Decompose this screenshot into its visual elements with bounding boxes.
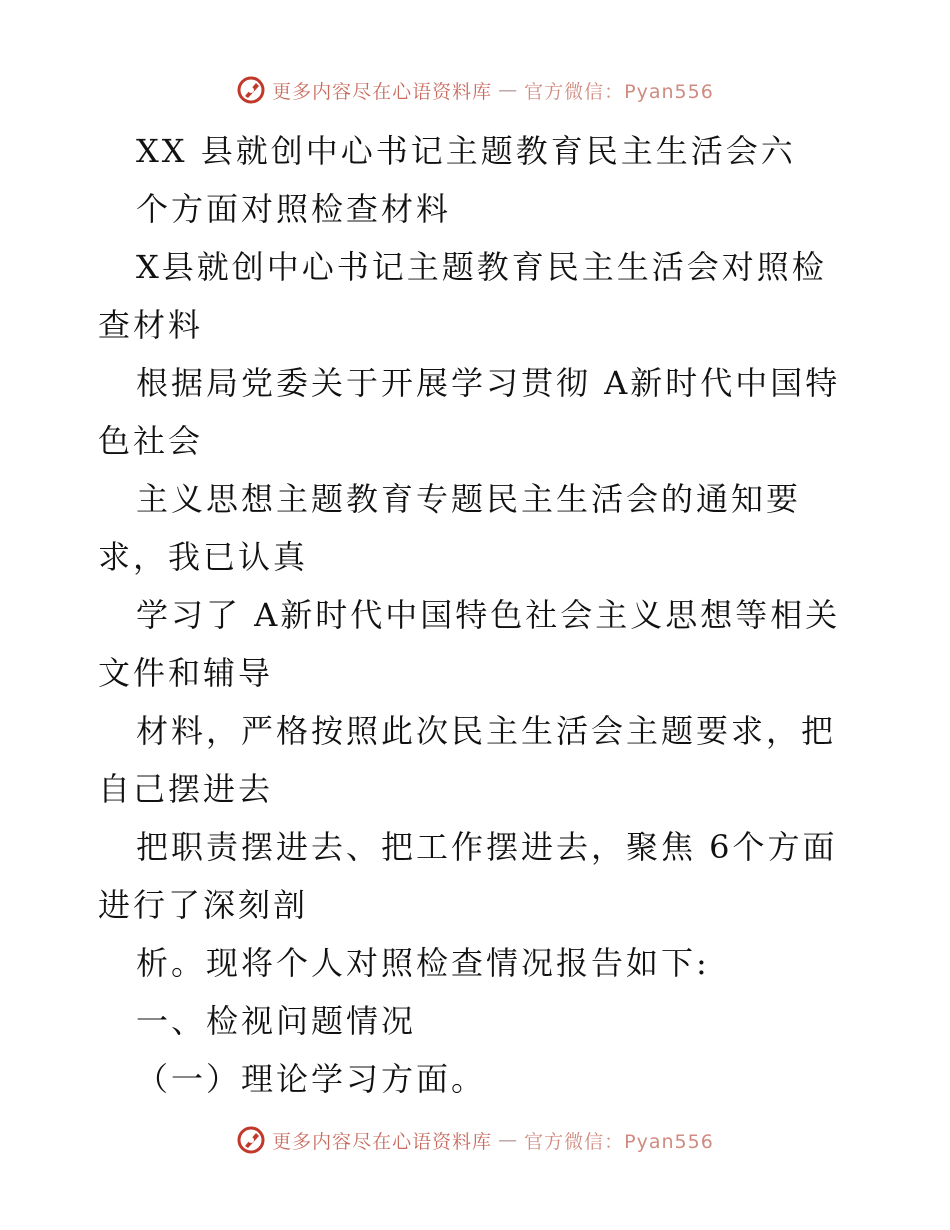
doc-paragraph: 析。现将个人对照检查情况报告如下:: [136, 944, 710, 982]
watermark-text: 更多内容尽在心语资料库: [272, 80, 493, 103]
doc-title-line2: 个方面对照检查材料: [136, 190, 452, 228]
doc-paragraph: 主义思想主题教育专题民主生活会的通知要求，我已认真: [98, 480, 802, 576]
section-heading: 一、检视问题情况: [136, 1002, 417, 1040]
pen-circle-icon: [236, 1125, 266, 1155]
pen-circle-icon: [236, 75, 266, 105]
doc-paragraph: 根据局党委关于开展学习贯彻 A新时代中国特色社会: [98, 364, 841, 460]
watermark-contact: 官方微信：Pyan556: [524, 1130, 714, 1153]
subsection-heading: （一）理论学习方面。: [136, 1060, 487, 1098]
doc-title-line1: XX 县就创中心书记主题教育民主生活会六: [136, 132, 796, 170]
document-body: [98, 122, 858, 1108]
doc-paragraph: 学习了 A新时代中国特色社会主义思想等相关文件和辅导: [98, 596, 841, 692]
watermark-contact: 官方微信：Pyan556: [524, 80, 714, 103]
doc-subtitle: X县就创中心书记主题教育民主生活会对照检查材料: [98, 248, 827, 344]
doc-paragraph: 材料，严格按照此次民主生活会主题要求，把自己摆进去: [98, 712, 837, 808]
watermark-separator: —: [498, 79, 519, 101]
watermark-separator: —: [498, 1129, 519, 1151]
doc-paragraph: 把职责摆进去、把工作摆进去，聚焦 6个方面进行了深刻剖: [98, 828, 838, 924]
footer-watermark: [0, 1120, 950, 1160]
header-watermark: [0, 70, 950, 110]
watermark-text: 更多内容尽在心语资料库: [272, 1130, 493, 1153]
